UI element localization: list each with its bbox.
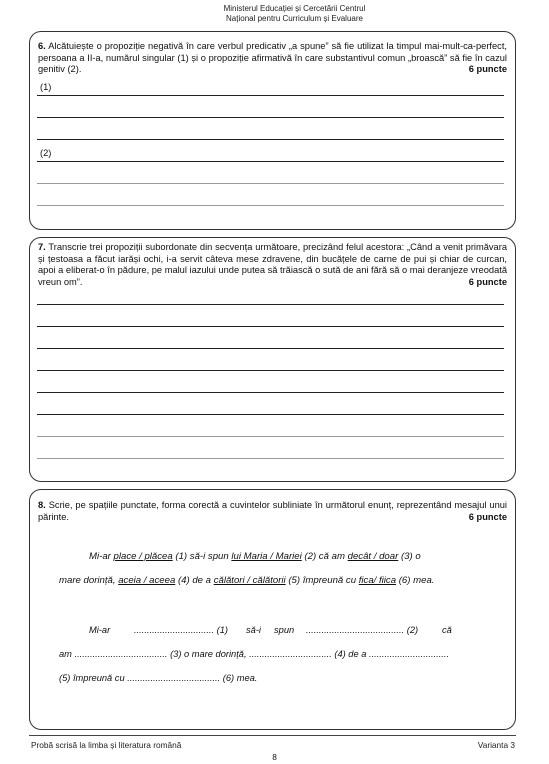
question-6-text: Alcătuiește o propoziție negativă în care verbul predicativ „a spune” să fie utilizat la timpul mai-mult-ca-perfect, persoana a II-a, numărul singular (1) și o propoziție afirmativă în care substantivul comun „broască” să fie în cazul genitiv (2). bbox=[38, 41, 507, 74]
question-7-prompt bbox=[38, 242, 507, 288]
header-line-2: Național pentru Curriculum și Evaluare bbox=[226, 14, 363, 23]
fill-text: Mi-ar bbox=[89, 625, 111, 635]
answer-line[interactable] bbox=[37, 326, 504, 327]
answer-line[interactable] bbox=[37, 183, 504, 184]
sentence-text: (2) că am bbox=[301, 551, 348, 562]
underlined-word: fica/ fiica bbox=[358, 575, 397, 586]
page-number: 8 bbox=[272, 752, 277, 762]
sentence-text: (3) o bbox=[398, 551, 421, 562]
question-7-number: 7. bbox=[38, 242, 46, 252]
question-8-points: 6 puncte bbox=[468, 511, 507, 522]
footer-variant: Varianta 3 bbox=[477, 740, 515, 750]
sentence-line-1 bbox=[89, 551, 421, 563]
question-7-points: 6 puncte bbox=[468, 276, 507, 287]
answer-line[interactable] bbox=[37, 370, 504, 371]
sentence-line-2 bbox=[59, 575, 434, 587]
answer-2-label: (2) bbox=[40, 148, 52, 158]
fill-blank-2[interactable]: ...................................... (2) bbox=[306, 625, 419, 635]
fill-text: spun bbox=[274, 625, 295, 635]
underlined-word: lui Maria / Mariei bbox=[231, 551, 302, 562]
page-header bbox=[0, 4, 549, 24]
answer-line[interactable] bbox=[37, 414, 504, 415]
answer-line[interactable] bbox=[37, 95, 504, 96]
question-8-prompt bbox=[38, 500, 507, 523]
sentence-text: (1) să-i spun bbox=[172, 551, 232, 562]
question-8-box bbox=[29, 489, 516, 730]
question-6-box bbox=[29, 31, 516, 230]
sentence-text: mare dorință, bbox=[59, 575, 119, 586]
footer-subject: Probă scrisă la limba și literatura română bbox=[31, 740, 182, 750]
question-7-text: Transcrie trei propoziții subordonate din secvența următoare, precizând felul acestora: „Când a venit primăvara și țestoasa a făcut iarăși ochi, i-a servit câteva mese zdravene, din bucățele de carne de pui și chiar de curcan, apoi a eliberat-o în pădure, pe malul iazului unde putea să trăiască o sută de ani fără să o mai deranjeze vreodată vreun om”. bbox=[38, 242, 507, 287]
underlined-word: place / plăcea bbox=[113, 551, 173, 562]
fill-blank-1[interactable]: ............................... (1) bbox=[134, 625, 229, 635]
underlined-word: decât / doar bbox=[347, 551, 399, 562]
fill-line-3[interactable]: (5) împreună cu .................................... (6) mea. bbox=[59, 673, 258, 683]
underlined-word: aceia / aceea bbox=[118, 575, 176, 586]
sentence-text: (6) mea. bbox=[396, 575, 435, 586]
answer-line[interactable] bbox=[37, 139, 504, 140]
question-6-points: 6 puncte bbox=[468, 64, 507, 74]
fill-text: că bbox=[442, 625, 452, 635]
question-7-box bbox=[29, 237, 516, 482]
answer-line[interactable] bbox=[37, 436, 504, 437]
question-8-text: Scrie, pe spațiile punctate, forma corectă a cuvintelor subliniate în următorul enunț, reprezentând mesajul unui părinte. bbox=[38, 500, 507, 522]
answer-line[interactable] bbox=[37, 392, 504, 393]
question-6-prompt bbox=[38, 41, 507, 76]
footer-rule bbox=[29, 735, 516, 736]
underlined-word: călători / călătorii bbox=[213, 575, 286, 586]
answer-line[interactable] bbox=[37, 117, 504, 118]
answer-1-label: (1) bbox=[40, 82, 52, 92]
header-line-1: Ministerul Educației și Cercetării Centrul bbox=[223, 4, 366, 13]
sentence-text: (4) de a bbox=[175, 575, 214, 586]
sentence-text: Mi-ar bbox=[89, 551, 114, 562]
question-6-number: 6. bbox=[38, 41, 46, 51]
sentence-text: (5) împreună cu bbox=[285, 575, 359, 586]
answer-line[interactable] bbox=[37, 348, 504, 349]
answer-line[interactable] bbox=[37, 205, 504, 206]
fill-text: să-i bbox=[246, 625, 261, 635]
answer-line[interactable] bbox=[37, 458, 504, 459]
answer-line[interactable] bbox=[37, 304, 504, 305]
answer-line[interactable] bbox=[37, 161, 504, 162]
fill-line-2[interactable]: am .................................... (3) o mare dorință, ................................ (4) de a ............................... bbox=[59, 649, 450, 659]
question-8-number: 8. bbox=[38, 500, 46, 510]
